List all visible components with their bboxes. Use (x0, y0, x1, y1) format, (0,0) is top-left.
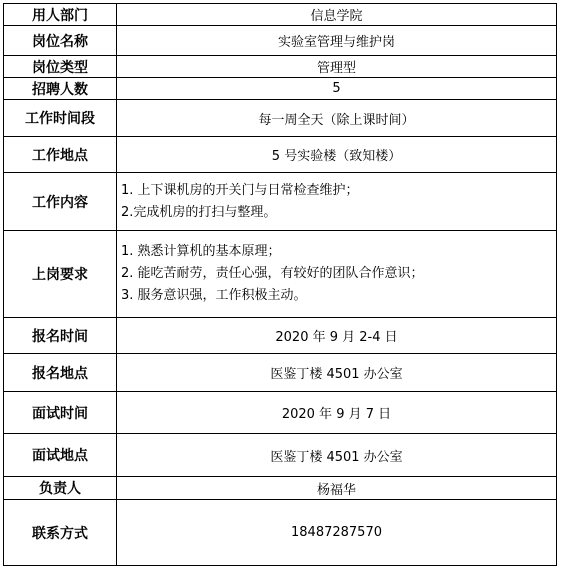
table-row (4, 354, 557, 392)
headcount-value: 5 (117, 78, 557, 100)
requirement-item: 2. 能吃苦耐劳，责任心强，有较好的团队合作意识； (121, 266, 424, 281)
interview-location-value: 医鉴丁楼 4501 办公室 (117, 434, 557, 477)
department-label: 用人部门 (4, 4, 117, 26)
contact-person-label: 负责人 (4, 477, 117, 500)
requirement-item: 3. 服务意识强，工作积极主动。 (121, 288, 307, 303)
table-row (4, 56, 557, 78)
position-name-value: 实验室管理与维护岗 (117, 26, 557, 56)
contact-info-value: 18487287570 (117, 500, 557, 566)
contact-info-label: 联系方式 (4, 500, 117, 566)
requirements-value (117, 231, 557, 318)
table-row (4, 78, 557, 100)
interview-location-label: 面试地点 (4, 434, 117, 477)
interview-time-label: 面试时间 (4, 392, 117, 434)
table-row (4, 434, 557, 477)
registration-time-label: 报名时间 (4, 318, 117, 354)
registration-location-label: 报名地点 (4, 354, 117, 392)
headcount-label: 招聘人数 (4, 78, 117, 100)
interview-time-value: 2020 年 9 月 7 日 (117, 392, 557, 434)
requirement-item: 1. 熟悉计算机的基本原理； (121, 244, 281, 259)
table-row (4, 26, 557, 56)
working-hours-value: 每一周全天（除上课时间） (117, 100, 557, 137)
table-row (4, 137, 557, 173)
department-value: 信息学院 (117, 4, 557, 26)
work-location-label: 工作地点 (4, 137, 117, 173)
table-row (4, 100, 557, 137)
job-duty-item: 1. 上下课机房的开关门与日常检查维护； (121, 182, 359, 198)
position-type-value: 管理型 (117, 56, 557, 78)
position-type-label: 岗位类型 (4, 56, 117, 78)
table-row (4, 500, 557, 566)
position-name-label: 岗位名称 (4, 26, 117, 56)
work-location-value: 5 号实验楼（致知楼） (117, 137, 557, 173)
job-duties-label: 工作内容 (4, 173, 117, 231)
table-row (4, 318, 557, 354)
table-row (4, 477, 557, 500)
registration-time-value: 2020 年 9 月 2-4 日 (117, 318, 557, 354)
job-duties-value (117, 173, 557, 231)
requirements-label: 上岗要求 (4, 231, 117, 318)
registration-location-value: 医鉴丁楼 4501 办公室 (117, 354, 557, 392)
table-row (4, 173, 557, 231)
working-hours-label: 工作时间段 (4, 100, 117, 137)
table-row (4, 231, 557, 318)
contact-person-value: 杨福华 (117, 477, 557, 500)
job-duty-item: 2.完成机房的打扫与整理。 (121, 204, 277, 220)
table-row (4, 392, 557, 434)
job-posting-table (3, 3, 557, 566)
table-row (4, 4, 557, 26)
